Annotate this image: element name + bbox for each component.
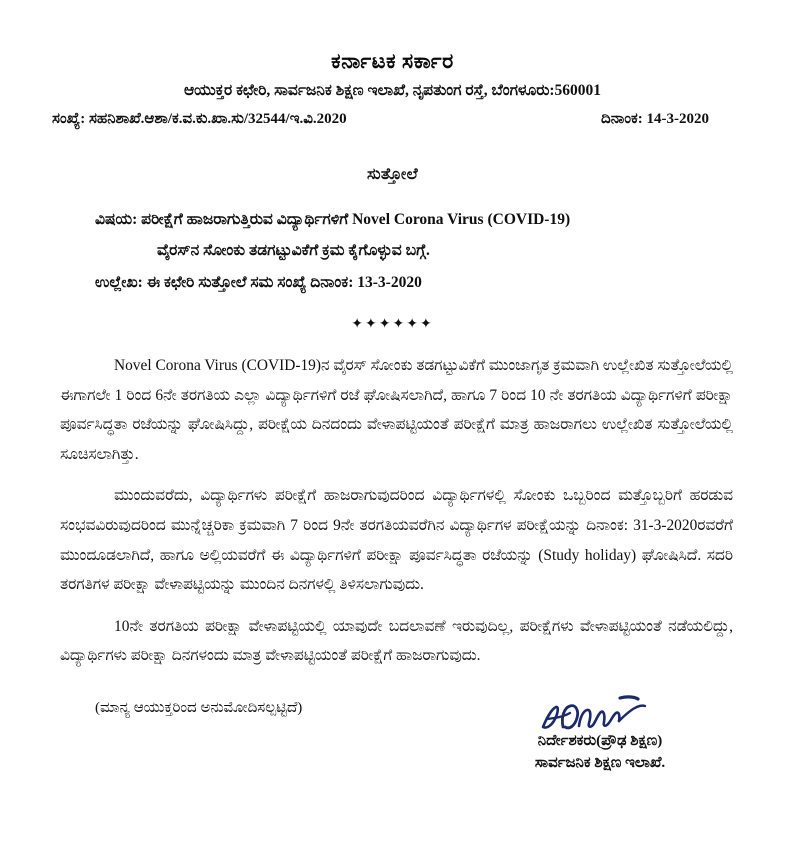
signatory-department: ಸಾರ್ವಜನಿಕ ಶಿಕ್ಷಣ ಇಲಾಖೆ. bbox=[534, 754, 666, 771]
body-paragraph-2: ಮುಂದುವರೆದು, ವಿದ್ಯಾರ್ಥಿಗಳು ಪರೀಕ್ಷೆಗೆ ಹಾಜರಾಗುವುದರಿಂದ ವಿದ್ಯಾರ್ಥಿಗಳಲ್ಲಿ ಸೋಂಕು ಒಬ್ಬರಿಂದ ಮತ್ತೊಬ್ಬರಿಗೆ ಹರಡುವ ಸಂಭವವಿರುವುದರಿಂದ ಮುನ್ನೆಚ್ಚರಿಕಾ ಕ್ರಮವಾಗಿ 7 ರಿಂದ 9ನೇ ತರಗತಿಯವರೆಗಿನ ವಿದ್ಯಾರ್ಥಿಗಳ ಪರೀಕ್ಷೆಯನ್ನು ದಿನಾಂಕ: 31-3-2020ರವರೆಗೆ ಮುಂದೂಡಲಾಗಿದೆ, ಹಾಗೂ ಅಲ್ಲಿಯವರೆಗೆ ಈ ವಿದ್ಯಾರ್ಥಿಗಳಿಗೆ ಪರೀಕ್ಷಾ ಪೂರ್ವಸಿದ್ಧತಾ ರಜೆಯನ್ನು (Study holiday) ಘೋಷಿಸಿದೆ. ಸದರಿ ತರಗತಿಗಳ ಪರೀಕ್ಷಾ ವೇಳಾಪಟ್ಟಿಯನ್ನು ಮುಂದಿನ ದಿನಗಳಲ್ಲಿ ತಿಳಿಸಲಾಗುವುದು. bbox=[60, 487, 733, 594]
subject-line-first: ವಿಷಯ: ಪರೀಕ್ಷೆಗೆ ಹಾಜರಾಗುತ್ತಿರುವ ವಿದ್ಯಾರ್ಥಿಗಳಿಗೆ Novel Corona Virus (COVID-19) bbox=[95, 211, 571, 229]
subject-line-second: ವೈರಸ್‌ನ ಸೋಂಕು ತಡಗಟ್ಟುವಿಕೆಗೆ ಕ್ರಮ ಕೈಗೊಳ್ಳುವ ಬಗ್ಗೆ. bbox=[157, 241, 430, 259]
office-address: ಆಯುಕ್ತರ ಕಛೇರಿ, ಸಾರ್ವಜನಿಕ ಶಿಕ್ಷಣ ಇಲಾಖೆ, ನೃಪತುಂಗ ರಸ್ತೆ, ಬೆಂಗಳೂರು:560001 bbox=[183, 82, 602, 100]
body-paragraph-3: 10ನೇ ತರಗತಿಯ ಪರೀಕ್ಷಾ ವೇಳಾಪಟ್ಟಿಯಲ್ಲಿ ಯಾವುದೇ ಬದಲಾವಣೆ ಇರುವುದಿಲ್ಲ, ಪರೀಕ್ಷೆಗಳು ವೇಳಾಪಟ್ಟಿಯಂತೆ ನಡೆಯಲಿದ್ದು, ವಿದ್ಯಾರ್ಥಿಗಳು ಪರೀಕ್ಷಾ ದಿನಗಳಂದು ಮಾತ್ರ ವೇಳಾಪಟ್ಟಿಯಂತೆ ಪರೀಕ್ಷೆಗೆ ಹಾಜರಾಗುವುದು. bbox=[60, 617, 733, 665]
signature-area bbox=[0, 693, 785, 775]
reference-number: ಸಂಖ್ಯೆ: ಸಹನಿಶಾಖೆ.ಆಶಾ/ಕ.ವ.ಕು.ಖಾ.ಸು/32544/ಇ.ವಿ.2020 bbox=[52, 111, 347, 128]
reference-row bbox=[0, 110, 785, 128]
letterhead bbox=[0, 0, 785, 101]
document-date: ದಿನಾಂಕ: 14-3-2020 bbox=[601, 111, 709, 128]
approval-note: (ಮಾನ್ಯ ಆಯುಕ್ತರಿಂದ ಅನುಮೋದಿಸಲ್ಪಟ್ಟಿದೆ) bbox=[95, 699, 303, 716]
signatory-designation: ನಿರ್ದೇಶಕರು(ಪ್ರೌಢ ಶಿಕ್ಷಣ) bbox=[537, 732, 663, 749]
circular-heading: ಸುತ್ತೋಲೆ bbox=[366, 166, 419, 184]
government-title: ಕರ್ನಾಟಕ ಸರ್ಕಾರ bbox=[331, 49, 454, 73]
handwritten-signature-icon bbox=[475, 693, 725, 735]
asterisk-separator: ✦✦✦✦✦✦ bbox=[351, 317, 434, 333]
subject-block bbox=[0, 205, 785, 298]
signature-block bbox=[475, 693, 733, 775]
body-copy bbox=[0, 351, 785, 671]
body-paragraph-1: Novel Corona Virus (COVID-19)ನ ವೈರಸ್ ಸೋಂಕು ತಡಗಟ್ಟುವಿಕೆಗೆ ಮುಂಜಾಗೃತ ಕ್ರಮವಾಗಿ ಉಲ್ಲೇಖಿತ ಸುತ್ತೋಲೆಯಲ್ಲಿ ಈಗಾಗಲೇ 1 ರಿಂದ 6ನೇ ತರಗತಿಯ ಎಲ್ಲಾ ವಿದ್ಯಾರ್ಥಿಗಳಿಗೆ ರಜೆ ಘೋಷಿಸಲಾಗಿದೆ, ಹಾಗೂ 7 ರಿಂದ 10 ನೇ ತರಗತಿಯ ವಿದ್ಯಾರ್ಥಿಗಳಿಗೆ ಪರೀಕ್ಷಾ ಪೂರ್ವಸಿದ್ಧತಾ ರಜೆಯನ್ನು ಘೋಷಿಸಿದ್ದು, ಪರೀಕ್ಷೆಯ ದಿನದಂದು ವೇಳಾಪಟ್ಟಿಯಂತೆ ಪರೀಕ್ಷೆಗೆ ಮಾತ್ರ ಹಾಜರಾಗಲು ಉಲ್ಲೇಖಿತ ಸುತ್ತೋಲೆಯಲ್ಲಿ ಸೂಚಿಸಲಾಗಿತ್ತು. bbox=[60, 357, 733, 463]
reference-line: ಉಲ್ಲೇಖ: ಈ ಕಛೇರಿ ಸುತ್ತೋಲೆ ಸಮ ಸಂಖ್ಯೆ ದಿನಾಂಕ: 13-3-2020 bbox=[95, 273, 422, 291]
